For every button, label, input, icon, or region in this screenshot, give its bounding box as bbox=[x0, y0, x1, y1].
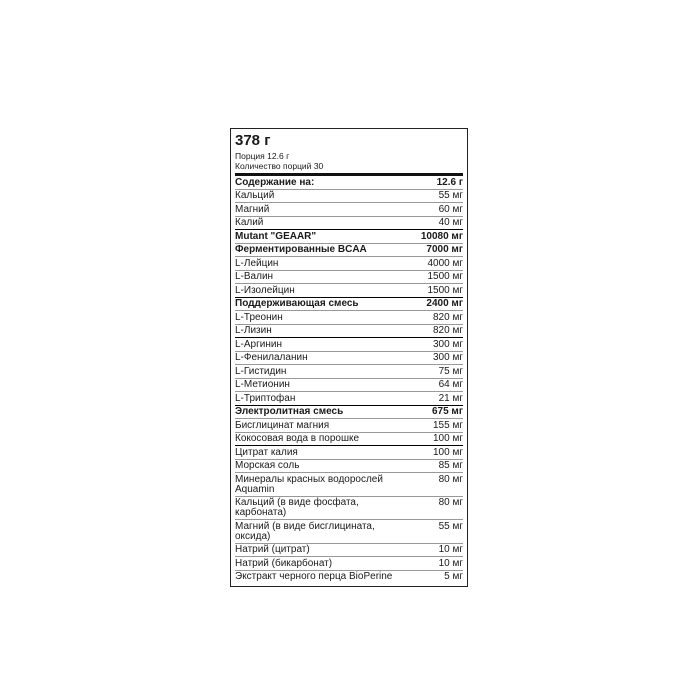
ingredient-amount: 820 мг bbox=[405, 311, 463, 325]
ingredient-name: L-Метионин bbox=[235, 378, 405, 392]
table-row bbox=[235, 473, 463, 497]
ingredient-amount: 675 мг bbox=[405, 405, 463, 419]
ingredient-name: Магний bbox=[235, 203, 405, 217]
table-row bbox=[235, 311, 463, 325]
ingredient-name: Электролитная смесь bbox=[235, 405, 405, 419]
ingredient-name: L-Аргинин bbox=[235, 338, 405, 352]
ingredient-name: L-Изолейцин bbox=[235, 284, 405, 298]
ingredient-amount: 40 мг bbox=[405, 216, 463, 230]
table-row bbox=[235, 257, 463, 271]
table-row bbox=[235, 324, 463, 338]
ingredient-amount: 60 мг bbox=[405, 203, 463, 217]
ingredient-amount: 10080 мг bbox=[405, 230, 463, 244]
ingredient-name: L-Триптофан bbox=[235, 392, 405, 406]
ingredient-amount: 820 мг bbox=[405, 324, 463, 338]
ingredient-name: L-Фенилаланин bbox=[235, 351, 405, 365]
servings-value: 30 bbox=[313, 161, 324, 171]
table-row bbox=[235, 570, 463, 583]
ingredient-amount: 55 мг bbox=[405, 189, 463, 203]
ingredient-name: L-Валин bbox=[235, 270, 405, 284]
table-row bbox=[235, 432, 463, 446]
ingredient-name: Натрий (цитрат) bbox=[235, 543, 405, 557]
ingredient-name: Кокосовая вода в порошке bbox=[235, 432, 405, 446]
serving-size-label: Порция bbox=[235, 151, 265, 161]
ingredient-amount: 7000 мг bbox=[405, 243, 463, 257]
servings-per-container bbox=[235, 161, 463, 171]
ingredient-amount: 85 мг bbox=[405, 459, 463, 473]
ingredient-amount: 100 мг bbox=[405, 446, 463, 460]
ingredient-amount: 80 мг bbox=[405, 473, 463, 497]
ingredient-name: Поддерживающая смесь bbox=[235, 297, 405, 311]
ingredient-name: L-Лизин bbox=[235, 324, 405, 338]
table-row bbox=[235, 365, 463, 379]
table-row bbox=[235, 557, 463, 571]
table-row bbox=[235, 405, 463, 419]
ingredient-name: Экстракт черного перца BioPerine bbox=[235, 571, 393, 582]
table-row bbox=[235, 496, 463, 520]
ingredient-name: Бисглицинат магния bbox=[235, 419, 405, 433]
ingredient-name: Натрий (бикарбонат) bbox=[235, 557, 405, 571]
ingredient-amount: 5 мг bbox=[444, 571, 463, 582]
ingredient-name: Ферментированные BCAA bbox=[235, 243, 405, 257]
ingredient-amount: 155 мг bbox=[405, 419, 463, 433]
ingredient-name: Магний (в виде бисглицината, оксида) bbox=[235, 520, 405, 544]
serving-size-value: 12.6 г bbox=[267, 151, 290, 161]
ingredient-name: Кальций bbox=[235, 189, 405, 203]
ingredient-name: Содержание на: bbox=[235, 176, 405, 189]
table-row bbox=[235, 297, 463, 311]
nutrition-table bbox=[235, 176, 463, 583]
ingredient-name: Цитрат калия bbox=[235, 446, 405, 460]
ingredient-amount: 12.6 г bbox=[405, 176, 463, 189]
ingredient-amount: 75 мг bbox=[405, 365, 463, 379]
table-row bbox=[235, 230, 463, 244]
table-row bbox=[235, 176, 463, 189]
table-row bbox=[235, 284, 463, 298]
ingredient-name: Кальций (в виде фосфата, карбоната) bbox=[235, 496, 405, 520]
ingredient-amount: 1500 мг bbox=[405, 284, 463, 298]
ingredient-amount: 2400 мг bbox=[405, 297, 463, 311]
serving-size bbox=[235, 151, 463, 161]
table-row bbox=[235, 338, 463, 352]
ingredient-amount: 4000 мг bbox=[405, 257, 463, 271]
table-row bbox=[235, 216, 463, 230]
servings-label: Количество порций bbox=[235, 161, 312, 171]
ingredient-amount: 1500 мг bbox=[405, 270, 463, 284]
table-row bbox=[235, 520, 463, 544]
ingredient-name: L-Гистидин bbox=[235, 365, 405, 379]
ingredient-amount: 10 мг bbox=[405, 557, 463, 571]
table-row bbox=[235, 243, 463, 257]
table-row bbox=[235, 203, 463, 217]
ingredient-name: L-Треонин bbox=[235, 311, 405, 325]
ingredient-name: L-Лейцин bbox=[235, 257, 405, 271]
ingredient-amount: 64 мг bbox=[405, 378, 463, 392]
ingredient-name: Морская соль bbox=[235, 459, 405, 473]
table-row bbox=[235, 270, 463, 284]
table-row bbox=[235, 392, 463, 406]
ingredient-amount: 10 мг bbox=[405, 543, 463, 557]
ingredient-amount: 100 мг bbox=[405, 432, 463, 446]
table-row bbox=[235, 378, 463, 392]
net-weight: 378 г bbox=[235, 132, 271, 149]
ingredient-amount: 21 мг bbox=[405, 392, 463, 406]
ingredient-amount: 300 мг bbox=[405, 351, 463, 365]
supplement-facts-panel bbox=[230, 128, 468, 587]
table-row bbox=[235, 543, 463, 557]
table-row bbox=[235, 419, 463, 433]
ingredient-name: Калий bbox=[235, 216, 405, 230]
ingredient-amount: 55 мг bbox=[405, 520, 463, 544]
table-row bbox=[235, 446, 463, 460]
ingredient-name: Минералы красных водорослей Aquamin bbox=[235, 473, 405, 497]
ingredient-amount: 80 мг bbox=[405, 496, 463, 520]
ingredient-amount: 300 мг bbox=[405, 338, 463, 352]
ingredient-name: Mutant "GEAAR" bbox=[235, 230, 405, 244]
table-row bbox=[235, 189, 463, 203]
table-row bbox=[235, 459, 463, 473]
table-row bbox=[235, 351, 463, 365]
